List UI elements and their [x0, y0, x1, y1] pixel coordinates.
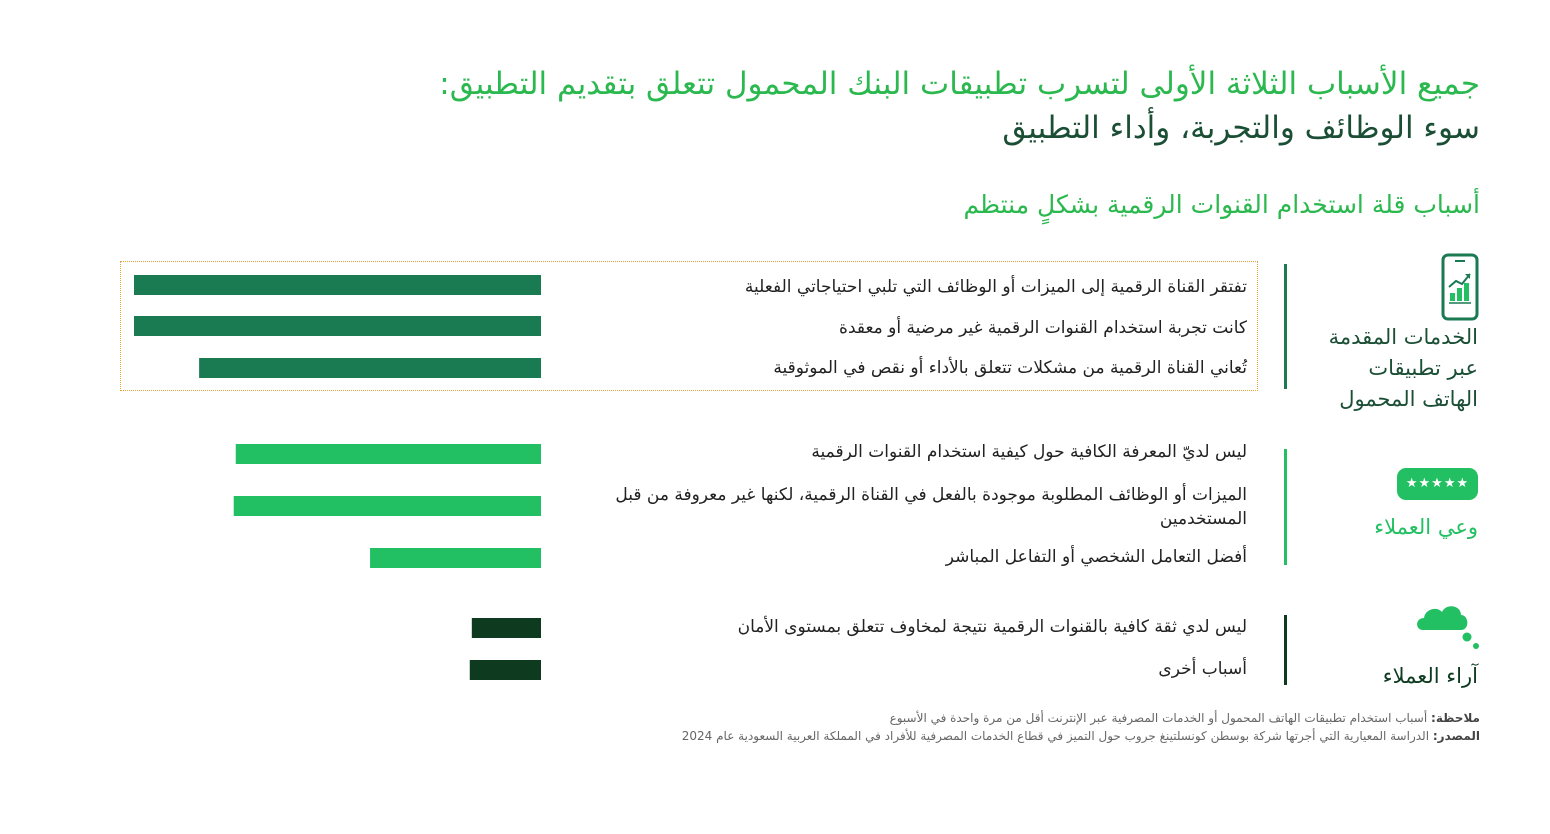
bar	[472, 618, 541, 638]
bar	[236, 444, 541, 464]
page-title: جميع الأسباب الثلاثة الأولى لتسرب تطبيقات البنك المحمول تتعلق بتقديم التطبيق:	[439, 66, 1480, 102]
group-divider	[1284, 264, 1287, 389]
rating-stars-icon: ★★★★★	[1397, 468, 1478, 500]
bar	[134, 316, 541, 336]
bar	[199, 358, 541, 378]
category-label-mobile-services: الخدمات المقدمة عبر تطبيقات الهاتف المحمول	[1328, 325, 1478, 411]
bar-label: ليس لدي ثقة كافية بالقنوات الرقمية نتيجة لمخاوف تتعلق بمستوى الأمان	[737, 617, 1247, 637]
bar	[370, 548, 541, 568]
group-divider	[1284, 449, 1287, 565]
category-label-customer-opinions: آراء العملاء	[1382, 664, 1478, 688]
bar	[134, 275, 541, 295]
thought-cloud-icon	[1415, 602, 1481, 650]
bar	[470, 660, 541, 680]
bar-label: تُعاني القناة الرقمية من مشكلات تتعلق بالأداء أو نقص في الموثوقية	[773, 358, 1247, 378]
bar-label: كانت تجربة استخدام القنوات الرقمية غير مرضية أو معقدة	[839, 318, 1247, 338]
bar-label: ليس لديّ المعرفة الكافية حول كيفية استخدام القنوات الرقمية	[811, 442, 1247, 462]
page-title-subline: سوء الوظائف والتجربة، وأداء التطبيق	[1002, 110, 1480, 146]
chart-subtitle: أسباب قلة استخدام القنوات الرقمية بشكلٍ منتظم	[963, 190, 1480, 219]
phone-chart-icon	[1441, 253, 1479, 321]
bar-label: الميزات أو الوظائف المطلوبة موجودة بالفعل في القناة الرقمية، لكنها غير معروفة من قبل المستخدمين	[615, 485, 1247, 529]
bar-label: تفتقر القناة الرقمية إلى الميزات أو الوظائف التي تلبي احتياجاتي الفعلية	[744, 277, 1247, 297]
bar-label: أسباب أخرى	[1158, 659, 1247, 679]
category-label-customer-awareness: وعي العملاء	[1374, 515, 1478, 539]
bar	[234, 496, 541, 516]
group-divider	[1284, 615, 1287, 685]
bar-label: أفضل التعامل الشخصي أو التفاعل المباشر	[945, 547, 1247, 567]
source-note: المصدر: الدراسة المعيارية التي أجرتها شركة بوسطن كونسلتينغ جروب حول التميز في قطاع الخدمات المصرفية للأفراد في المملكة العربية السعودية عام 2024	[681, 729, 1480, 743]
footnote: ملاحظة: أسباب استخدام تطبيقات الهاتف المحمول أو الخدمات المصرفية عبر الإنترنت أقل من مرة واحدة في الأسبوع	[889, 711, 1480, 725]
